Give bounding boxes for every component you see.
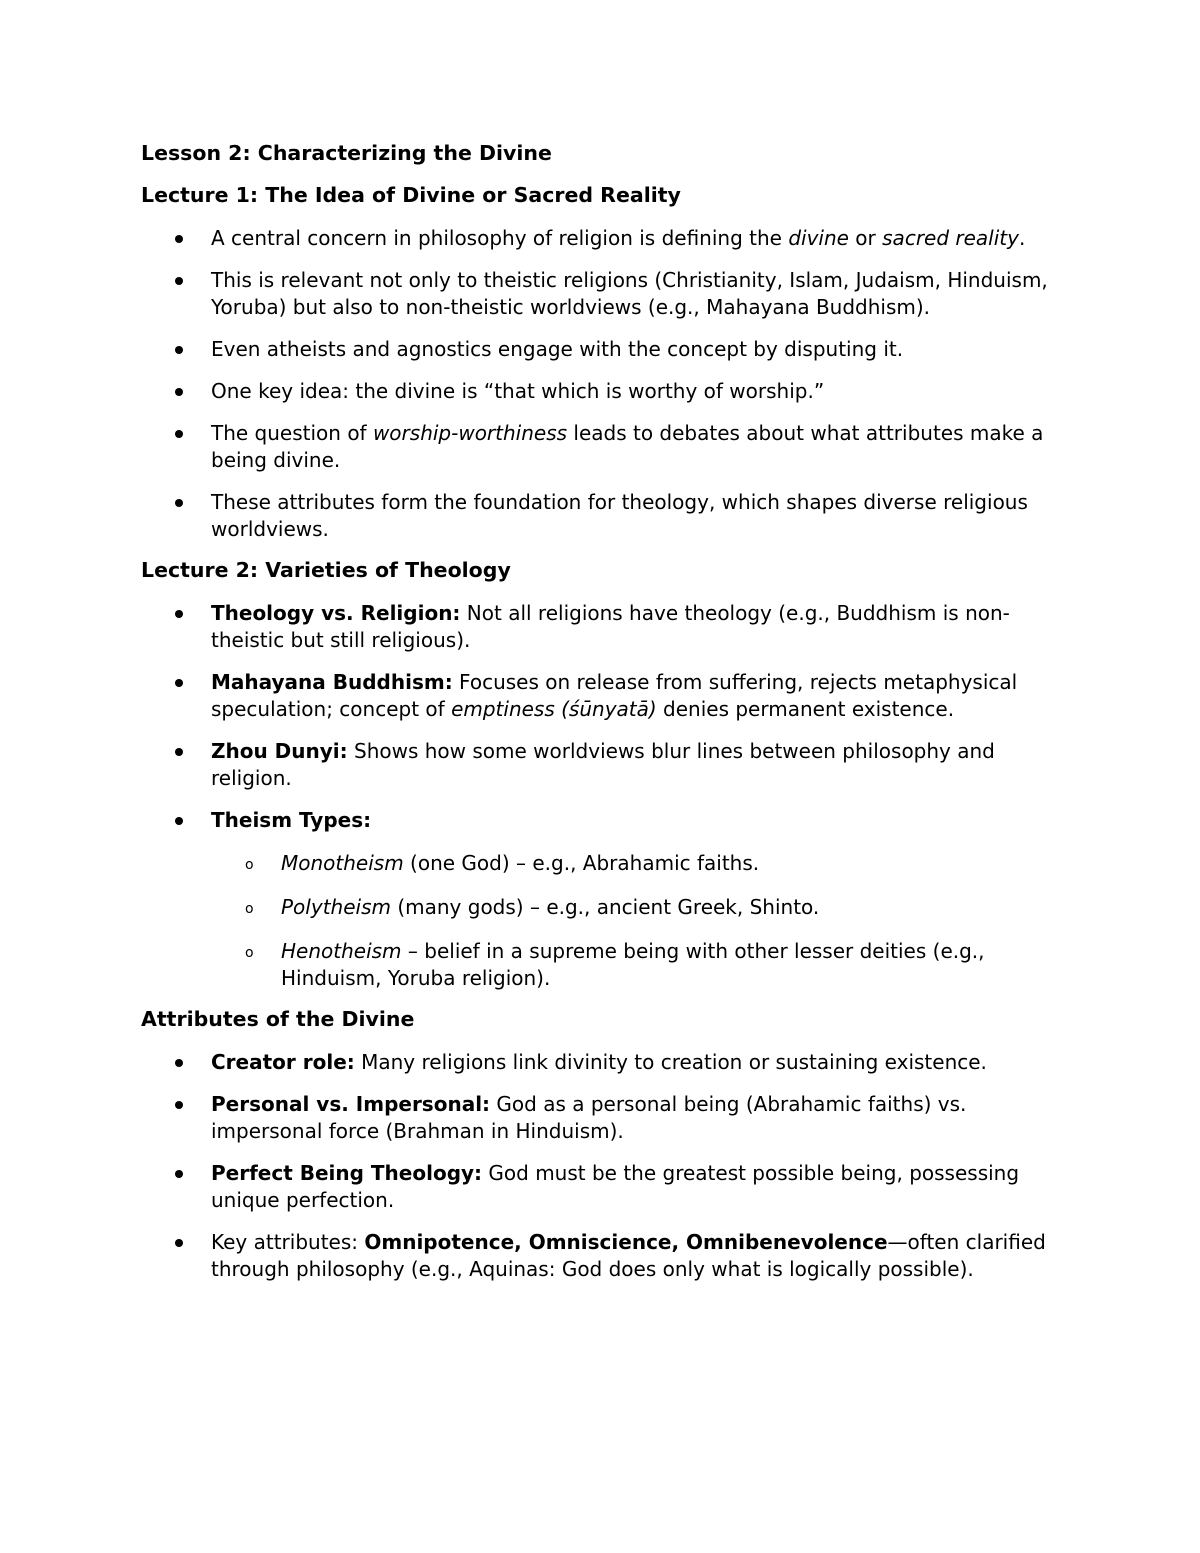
list-item bbox=[141, 267, 1071, 321]
list-item bbox=[141, 336, 1071, 363]
bullet-icon bbox=[175, 1059, 183, 1067]
list-item bbox=[141, 807, 1071, 992]
list-item-text: Theology vs. Religion: Not all religions have theology (e.g., Buddhism is non-theistic but still religious). bbox=[211, 601, 1010, 652]
list-item-text: One key idea: the divine is “that which is worthy of worship.” bbox=[211, 379, 825, 403]
lecture-1-list bbox=[141, 225, 1071, 543]
bullet-icon bbox=[175, 346, 183, 354]
lesson-title: Lesson 2: Characterizing the Divine bbox=[141, 141, 552, 165]
list-item bbox=[141, 1091, 1071, 1145]
sub-list-item-text: Monotheism (one God) – e.g., Abrahamic faiths. bbox=[281, 851, 760, 875]
circle-bullet-icon: o bbox=[245, 857, 254, 873]
lecture-1-heading: Lecture 1: The Idea of Divine or Sacred Reality bbox=[141, 183, 681, 207]
list-item-text: These attributes form the foundation for theology, which shapes diverse religious worldviews. bbox=[211, 490, 1028, 541]
bullet-icon bbox=[175, 1239, 183, 1247]
bullet-icon bbox=[175, 235, 183, 243]
sub-list-item-text: Polytheism (many gods) – e.g., ancient Greek, Shinto. bbox=[281, 895, 820, 919]
circle-bullet-icon: o bbox=[245, 901, 254, 917]
list-item-text: Creator role: Many religions link divinity to creation or sustaining existence. bbox=[211, 1050, 987, 1074]
list-item bbox=[141, 489, 1071, 543]
sub-list-item-text: Henotheism – belief in a supreme being with other lesser deities (e.g., Hinduism, Yoruba religion). bbox=[281, 939, 985, 990]
bullet-icon bbox=[175, 388, 183, 396]
list-item bbox=[141, 420, 1071, 474]
bullet-icon bbox=[175, 610, 183, 618]
bullet-icon bbox=[175, 679, 183, 687]
list-item bbox=[141, 1229, 1071, 1283]
list-item-text: The question of worship-worthiness leads to debates about what attributes make a being divine. bbox=[211, 421, 1044, 472]
list-item bbox=[141, 378, 1071, 405]
sub-list-item bbox=[211, 894, 1071, 921]
list-item-text: Key attributes: Omnipotence, Omniscience, Omnibenevolence—often clarified through philosophy (e.g., Aquinas: God does only what is logically possible). bbox=[211, 1230, 1046, 1281]
document-page bbox=[141, 140, 1071, 1283]
bullet-icon bbox=[175, 748, 183, 756]
sub-list-item bbox=[211, 938, 1071, 992]
list-item bbox=[141, 738, 1071, 792]
bullet-icon bbox=[175, 277, 183, 285]
list-item bbox=[141, 669, 1071, 723]
list-item-text: Even atheists and agnostics engage with the concept by disputing it. bbox=[211, 337, 904, 361]
sub-list-item bbox=[211, 850, 1071, 877]
bullet-icon bbox=[175, 499, 183, 507]
list-item-text: A central concern in philosophy of religion is defining the divine or sacred reality. bbox=[211, 226, 1026, 250]
bullet-icon bbox=[175, 1170, 183, 1178]
list-item bbox=[141, 600, 1071, 654]
lecture-2-list bbox=[141, 600, 1071, 992]
bullet-icon bbox=[175, 817, 183, 825]
list-item bbox=[141, 1160, 1071, 1214]
list-item-text: Zhou Dunyi: Shows how some worldviews blur lines between philosophy and religion. bbox=[211, 739, 995, 790]
bullet-icon bbox=[175, 430, 183, 438]
list-item bbox=[141, 1049, 1071, 1076]
list-item-text: Perfect Being Theology: God must be the greatest possible being, possessing unique perfection. bbox=[211, 1161, 1020, 1212]
list-item-text: Theism Types: bbox=[211, 808, 372, 832]
list-item bbox=[141, 225, 1071, 252]
list-item-text: Personal vs. Impersonal: God as a personal being (Abrahamic faiths) vs. impersonal force (Brahman in Hinduism). bbox=[211, 1092, 967, 1143]
lecture-2-heading: Lecture 2: Varieties of Theology bbox=[141, 558, 511, 582]
circle-bullet-icon: o bbox=[245, 945, 254, 961]
theism-types-list bbox=[211, 850, 1071, 992]
attributes-list bbox=[141, 1049, 1071, 1283]
bullet-icon bbox=[175, 1101, 183, 1109]
list-item-text: This is relevant not only to theistic religions (Christianity, Islam, Judaism, Hinduism, Yoruba) but also to non-theistic worldviews (e.g., Mahayana Buddhism). bbox=[211, 268, 1048, 319]
list-item-text: Mahayana Buddhism: Focuses on release from suffering, rejects metaphysical speculation; concept of emptiness (śūnyatā) denies permanent existence. bbox=[211, 670, 1018, 721]
attributes-heading: Attributes of the Divine bbox=[141, 1007, 415, 1031]
